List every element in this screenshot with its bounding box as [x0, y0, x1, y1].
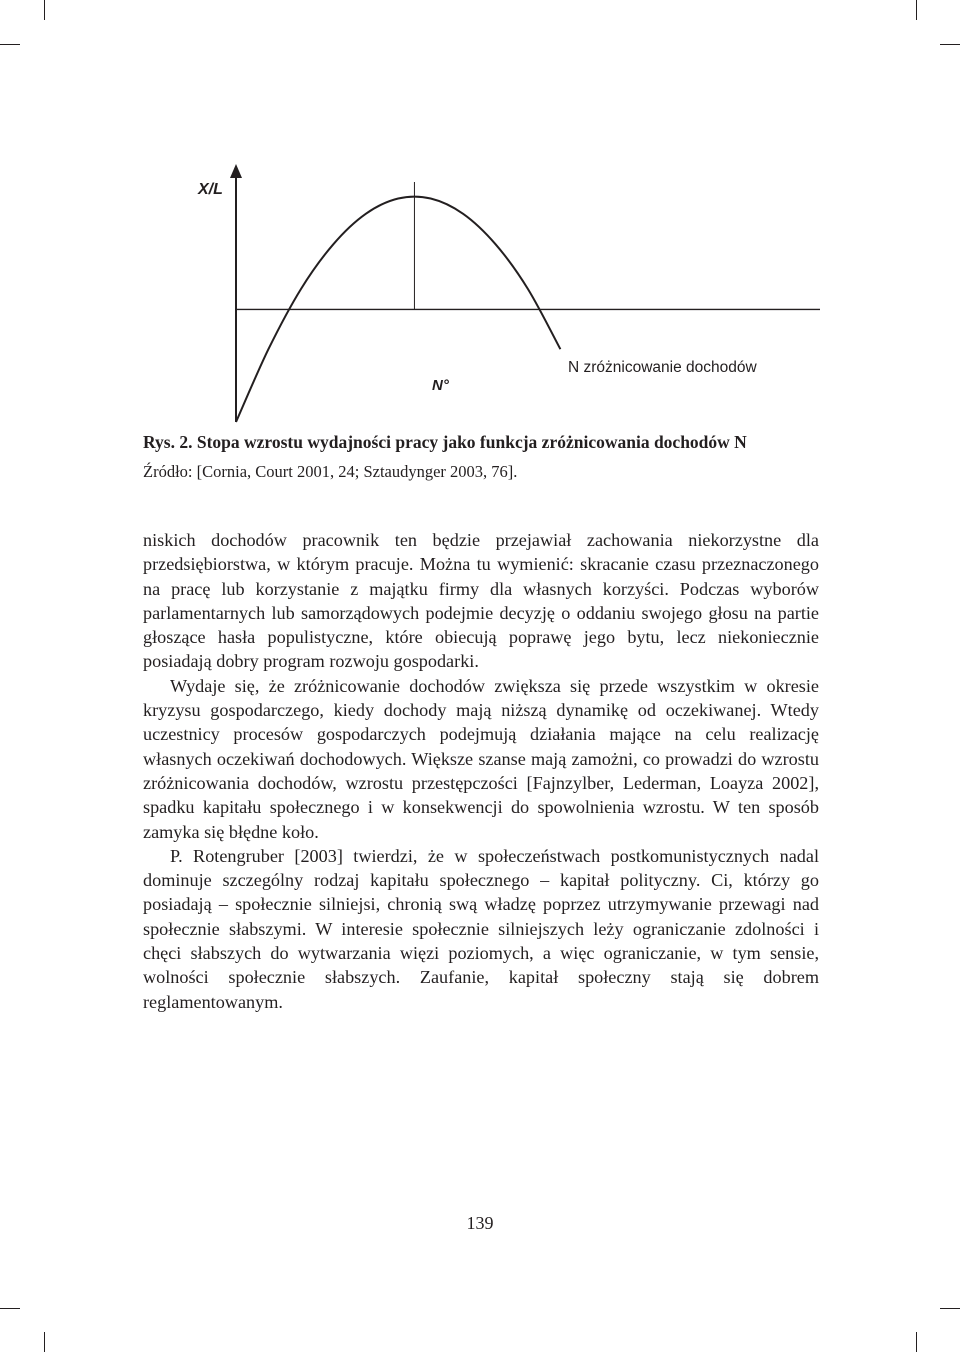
- crop-mark: [916, 1332, 917, 1352]
- y-axis-arrow-icon: [230, 164, 242, 178]
- crop-mark: [44, 0, 45, 20]
- optimum-label: N°: [432, 377, 449, 394]
- y-axis-label: X/L: [198, 181, 223, 198]
- paragraph: P. Rotengruber [2003] twierdzi, że w społeczeństwach postkomunistycznych nadal dominuje szczególny rodzaj kapitału społecznego – kapitał polityczny. Ci, którzy go posiadają – społecznie silniejsi, chronią swą władzę poprzez utrzymywanie przewagi nad społecznie słabszymi. W interesie społecznie silniejszych leży ograniczanie zdolności i chęci słabszych do wytwarzania więzi poziomych, a więc ograniczanie, w tym sensie, wolności społecznie słabszych. Zaufanie, kapitał społeczny stają się dobrem reglamentowanym.: [143, 845, 819, 1012]
- crop-mark: [940, 44, 960, 45]
- crop-mark: [940, 1308, 960, 1309]
- x-axis-label: N zróżnicowanie dochodów: [568, 359, 757, 376]
- crop-mark: [0, 1308, 20, 1309]
- page-number: 139: [466, 1213, 494, 1233]
- body-text: [143, 528, 819, 1014]
- crop-mark: [44, 1332, 45, 1352]
- income-inequality-chart: [140, 150, 820, 430]
- crop-mark: [0, 44, 20, 45]
- figure-source: Źródło: [Cornia, Court 2001, 24; Sztaudynger 2003, 76].: [143, 462, 518, 481]
- paragraph: Wydaje się, że zróżnicowanie dochodów zwiększa się przede wszystkim w okresie kryzysu gospodarczego, kiedy dochody mają niższą dynamikę od oczekiwanej. Wtedy uczestnicy procesów gospodarczych podejmują działania mające na celu realizację własnych oczekiwań dochodowych. Większe szanse mają zamożni, co prowadzi do wzrostu zróżnicowania dochodów, wzrostu przestępczości [Fajnzylber, Lederman, Loayza 2002], spadku kapitału społecznego i w konsekwencji do spowolnienia wzrostu. W ten sposób zamyka się błędne koło.: [143, 675, 819, 842]
- crop-mark: [916, 0, 917, 20]
- figure-caption: Rys. 2. Stopa wzrostu wydajności pracy jako funkcja zróżnicowania dochodów N: [143, 432, 747, 452]
- paragraph: niskich dochodów pracownik ten będzie przejawiał zachowania niekorzystne dla przedsiębiorstwa, w którym pracuje. Można tu wymienić: skracanie czasu przeznaczonego na pracę lub korzystanie z majątku firmy dla własnych korzyści. Podczas wyborów parlamentarnych lub samorządowych podejmie decyzję o oddaniu swojego głosu na partie głoszące hasła populistyczne, które obiecują poprawę jego bytu, lecz niekoniecznie posiadają dobry program rozwoju gospodarki.: [143, 530, 819, 672]
